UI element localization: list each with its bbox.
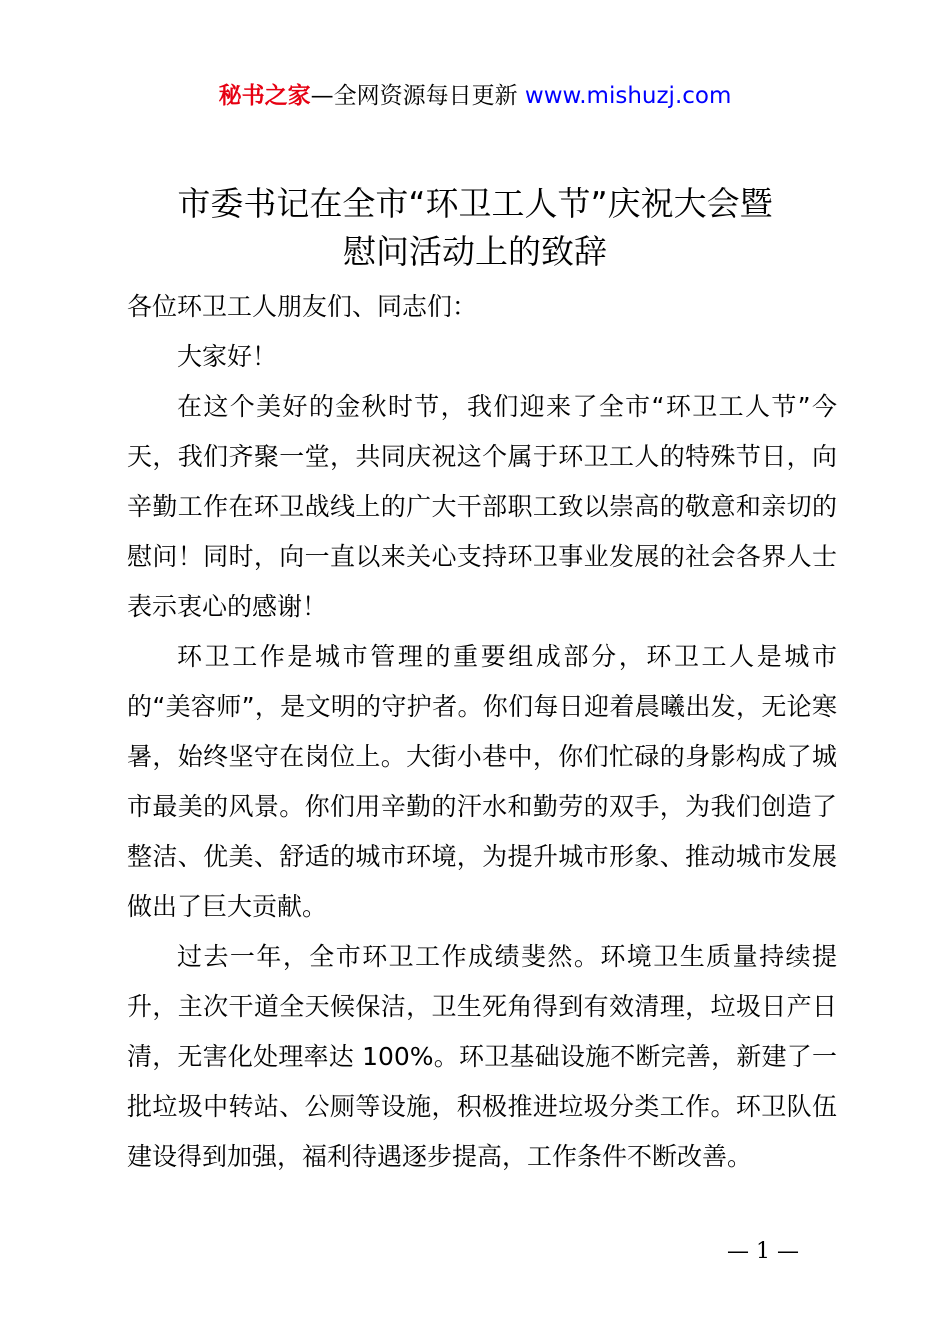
paragraph-role-of-workers: 环卫工作是城市管理的重要组成部分，环卫工人是城市的“美容师”，是文明的守护者。你们每日迎着晨曦出发，无论寒暑，始终坚守在岗位上。大街小巷中，你们忙碌的身影构成了城市最美的风景。你们用辛勤的汗水和勤劳的双手，为我们创造了整洁、优美、舒适的城市环境，为提升城市形象、推动城市发展做出了巨大贡献。 <box>127 642 837 921</box>
document-title-line-1: 市委书记在全市“环卫工人节”庆祝大会暨 <box>177 184 773 223</box>
document-title-line-2: 慰问活动上的致辞 <box>343 232 607 271</box>
paragraph-achievements: 过去一年，全市环卫工作成绩斐然。环境卫生质量持续提升，主次干道全天候保洁，卫生死角得到有效清理，垃圾日产日清，无害化处理率达 100%。环卫基础设施不断完善，新建了一批垃圾中转站、公厕等设施，积极推进垃圾分类工作。环卫队伍建设得到加强，福利待遇逐步提高，工作条件不断改善。 <box>127 942 837 1171</box>
site-slogan: —全网资源每日更新 <box>310 83 525 109</box>
paragraph-opening: 在这个美好的金秋时节，我们迎来了全市“环卫工人节”今天，我们齐聚一堂，共同庆祝这个属于环卫工人的特殊节日，向辛勤工作在环卫战线上的广大干部职工致以崇高的敬意和亲切的慰问！同时，向一直以来关心支持环卫事业发展的社会各界人士表示衷心的感谢！ <box>127 392 837 621</box>
site-brand: 秘书之家 <box>218 83 311 109</box>
salutation: 各位环卫工人朋友们、同志们： <box>127 292 478 321</box>
site-header <box>0 78 950 114</box>
site-url-link[interactable]: www.mishuzj.com <box>524 83 732 109</box>
paragraph-greeting: 大家好！ <box>177 342 278 371</box>
document-title <box>0 180 950 276</box>
document-body <box>127 282 837 1182</box>
page-number: — 1 — <box>727 1239 799 1264</box>
